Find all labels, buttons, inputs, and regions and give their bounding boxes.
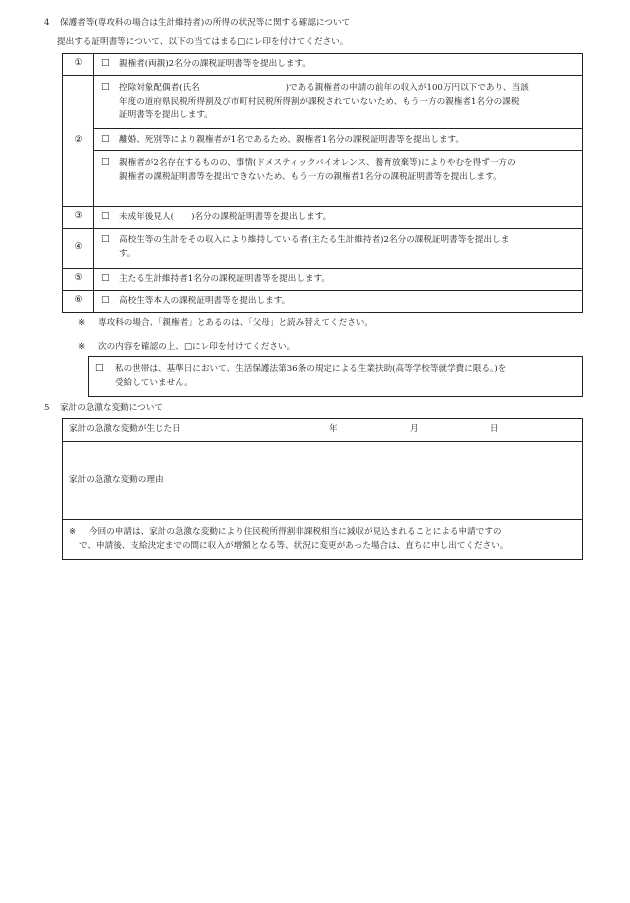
row-divider <box>63 290 582 291</box>
option-text-row3: 未成年後見人( )名分の課税証明書等を提出します。 <box>119 212 332 222</box>
text-line: 今回の申請は、家計の急激な変動により住民税所得割非課税相当に減収が見込まれることによる申請ですの <box>89 527 502 537</box>
checkbox-row2-spouse[interactable]: □ <box>101 82 110 92</box>
row-number-5: ⑤ <box>74 273 83 283</box>
checkbox-row5[interactable]: □ <box>101 273 110 283</box>
text-line: 受給していません。 <box>115 377 193 388</box>
row-number-4: ④ <box>74 242 83 252</box>
note2-mark: ※ <box>78 342 86 352</box>
year-label: 年 <box>329 424 338 434</box>
section5-heading: 家計の急激な変動について <box>60 403 163 413</box>
option-text-row2-divorce: 離婚、死別等により親権者が1名であるため、親権者1名分の課税証明書等を提出します。 <box>119 135 465 145</box>
section5-number: 5 <box>44 403 50 413</box>
section4-heading: 保護者等(専攻科の場合は生計維持者)の所得の状況等に関する確認について <box>60 18 351 28</box>
option-text-row4 <box>119 234 509 261</box>
text-line: す。 <box>119 248 136 259</box>
text-line: 控除対象配偶者(氏名 )である親権者の申請の前年の収入が100万円以下であり、当該 <box>119 83 529 93</box>
row-divider <box>63 228 582 229</box>
note1-mark: ※ <box>78 318 86 328</box>
row-divider <box>63 268 582 269</box>
note2-text: 次の内容を確認の上、□にレ印を付けてください。 <box>98 342 296 352</box>
row-number-6: ⑥ <box>74 295 83 305</box>
month-field[interactable] <box>343 421 405 439</box>
day-label: 日 <box>490 424 499 434</box>
sub-row-divider <box>94 150 582 151</box>
option-text-row5: 主たる生計維持者1名分の課税証明書等を提出します。 <box>119 274 331 284</box>
checkbox-row4[interactable]: □ <box>101 234 110 244</box>
sub-row-divider <box>94 128 582 129</box>
row-divider <box>63 441 582 442</box>
text-line: 親権者の課税証明書等を提出できないため、もう一方の親権者1名分の課税証明書等を提出します。 <box>119 171 502 182</box>
row-divider <box>63 75 582 76</box>
checkbox-row2-dv[interactable]: □ <box>101 157 110 167</box>
option-text-row2-dv <box>119 157 516 184</box>
option-text-row1: 親権者(両親)2名分の課税証明書等を提出します。 <box>119 59 311 69</box>
text-line: 証明書等を提出します。 <box>119 110 213 120</box>
welfare-confirm-text <box>115 363 506 390</box>
checkbox-welfare-confirm[interactable]: □ <box>95 363 104 373</box>
change-reason-label: 家計の急激な変動の理由 <box>69 475 164 485</box>
month-label: 月 <box>410 424 419 434</box>
note1-text: 専攻科の場合、「親権者」とあるのは、「父母」と読み替えてください。 <box>98 318 373 328</box>
footer-note-text <box>75 526 508 553</box>
checkbox-row1[interactable]: □ <box>101 58 110 68</box>
text-line: で、申請後、支給決定までの間に収入が増額となる等、状況に変更があった場合は、直ちに申し出てください。 <box>79 540 509 551</box>
checkbox-row2-divorce[interactable]: □ <box>101 134 110 144</box>
checkbox-row3[interactable]: □ <box>101 211 110 221</box>
day-field[interactable] <box>425 421 487 439</box>
text-line: 親権者が2名存在するものの、事情(ドメスティックバイオレンス、養育放棄等)によりやむを得ず一方の <box>119 158 516 168</box>
certificate-options-table <box>62 53 583 313</box>
change-reason-field[interactable] <box>193 445 578 515</box>
income-change-table <box>62 418 583 560</box>
option-text-row2-spouse <box>119 82 529 123</box>
row-divider <box>63 519 582 520</box>
option-text-row6: 高校生等本人の課税証明書等を提出します。 <box>119 296 291 306</box>
welfare-confirmation-box <box>88 356 583 397</box>
text-line: 高校生等の生計をその収入により維持している者(主たる生計維持者)2名分の課税証明書等を提出しま <box>119 235 510 245</box>
text-line: 年度の道府県民税所得割及び市町村民税所得割が課税されていないため、もう一方の親権者1名分の課税 <box>119 96 520 107</box>
change-date-field[interactable] <box>203 421 323 439</box>
row-number-2: ② <box>74 135 83 145</box>
row-number-3: ③ <box>74 211 83 221</box>
section4-instruction: 提出する証明書等について、以下の当てはまる□にレ印を付けてください。 <box>57 37 349 47</box>
footer-note-mark: ※ <box>69 527 77 537</box>
checkbox-row6[interactable]: □ <box>101 295 110 305</box>
section4-number: 4 <box>44 18 50 28</box>
change-date-label: 家計の急激な変動が生じた日 <box>69 424 181 434</box>
text-line: 私の世帯は、基準日において、生活保護法第36条の規定による生業扶助(高等学校等就学費に限る。)を <box>115 364 507 374</box>
row-number-1: ① <box>74 58 83 68</box>
row-divider <box>63 206 582 207</box>
